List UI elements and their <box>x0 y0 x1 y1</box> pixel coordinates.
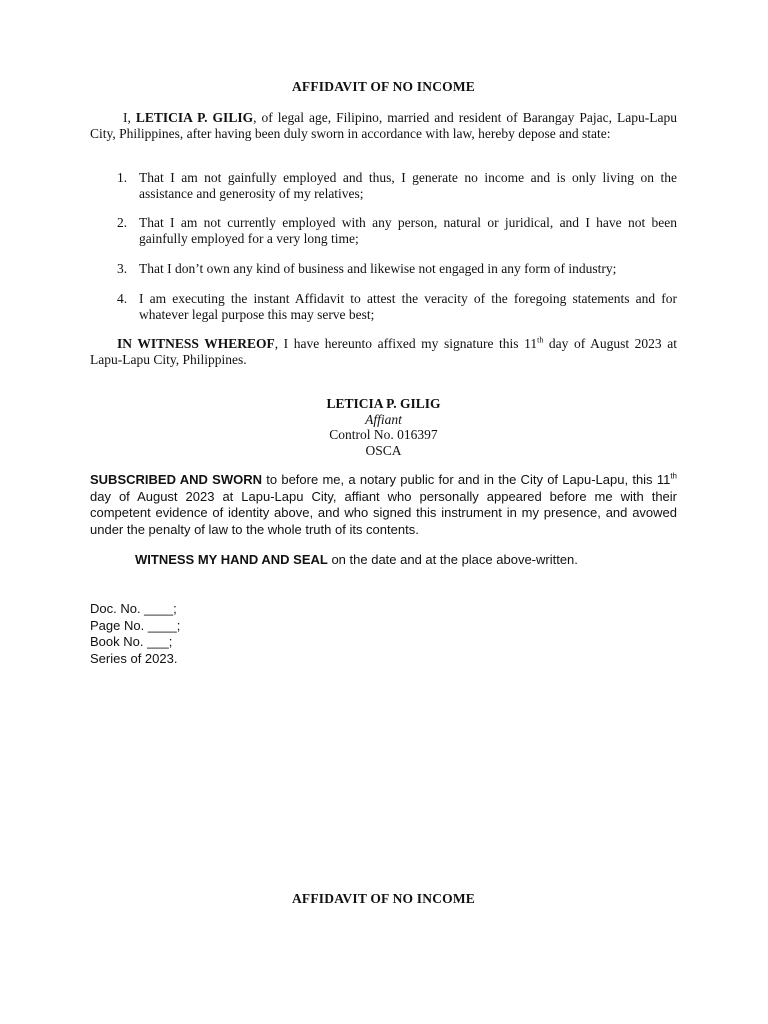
intro-pre: I, <box>123 110 136 125</box>
affiant-org: OSCA <box>365 442 402 458</box>
item-text: That I am not currently employed with any person, natural or juridical, and I have not been gainfully employed for a very long time; <box>139 215 677 246</box>
document-title-repeat: AFFIDAVIT OF NO INCOME <box>291 891 476 906</box>
affiant-name: LETICIA P. GILIG <box>326 396 441 411</box>
witness-text-a: , I have hereunto affixed my signature this 11 <box>274 336 538 351</box>
control-number: Control No. 016397 <box>329 427 438 442</box>
witness-sup: th <box>537 335 544 345</box>
jurat-paragraph <box>90 472 677 538</box>
seal-paragraph <box>90 552 677 569</box>
list-item <box>117 170 677 201</box>
witness-text-b: day of August 2023 at Lapu-Lapu City, Philippines. <box>90 336 677 367</box>
item-number: 4. <box>117 291 128 306</box>
item-number: 1. <box>117 170 128 185</box>
document-title: AFFIDAVIT OF NO INCOME <box>291 79 476 94</box>
list-item <box>117 215 677 246</box>
list-item <box>117 261 677 277</box>
book-number: Book No. ___; <box>90 634 173 649</box>
intro-paragraph <box>90 110 677 141</box>
item-text: That I don’t own any kind of business and likewise not engaged in any form of industry; <box>139 261 617 276</box>
seal-lead: WITNESS MY HAND AND SEAL <box>135 552 328 567</box>
seal-text: on the date and at the place above-written. <box>327 552 578 567</box>
intro-rest: , of legal age, Filipino, married and resident of Barangay Pajac, Lapu-Lapu City, Philippines, after having been duly sworn in accordance with law, hereby depose and state: <box>90 110 678 141</box>
item-text: That I am not gainfully employed and thus, I generate no income and is only living on the assistance and generosity of my relatives; <box>139 170 677 201</box>
page-number: Page No. ____; <box>90 617 181 633</box>
item-number: 3. <box>117 261 128 276</box>
jurat-text-b: day of August 2023 at Lapu-Lapu City, affiant who personally appeared before me with their competent evidence of identity above, and who signed this instrument in my presence, and avowed under the penalty of law to the whole truth of its contents. <box>90 488 677 537</box>
series-year: Series of 2023. <box>90 650 178 666</box>
notarial-registry <box>90 601 677 667</box>
affiant-block <box>90 396 677 458</box>
list-item <box>117 291 677 322</box>
jurat-lead: SUBSCRIBED AND SWORN <box>90 472 262 487</box>
intro-affiant-name: LETICIA P. GILIG <box>135 110 254 125</box>
witness-lead: IN WITNESS WHEREOF <box>117 336 275 351</box>
item-number: 2. <box>117 215 128 230</box>
jurat-text-a: to before me, a notary public for and in the City of Lapu-Lapu, this 11 <box>261 472 671 487</box>
item-text: I am executing the instant Affidavit to attest the veracity of the foregoing statements and for whatever legal purpose this may serve best; <box>139 291 677 322</box>
jurat-sup: th <box>670 471 677 481</box>
witness-paragraph <box>90 336 677 367</box>
affiant-role: Affiant <box>365 411 402 427</box>
doc-number: Doc. No. ____; <box>90 601 177 616</box>
